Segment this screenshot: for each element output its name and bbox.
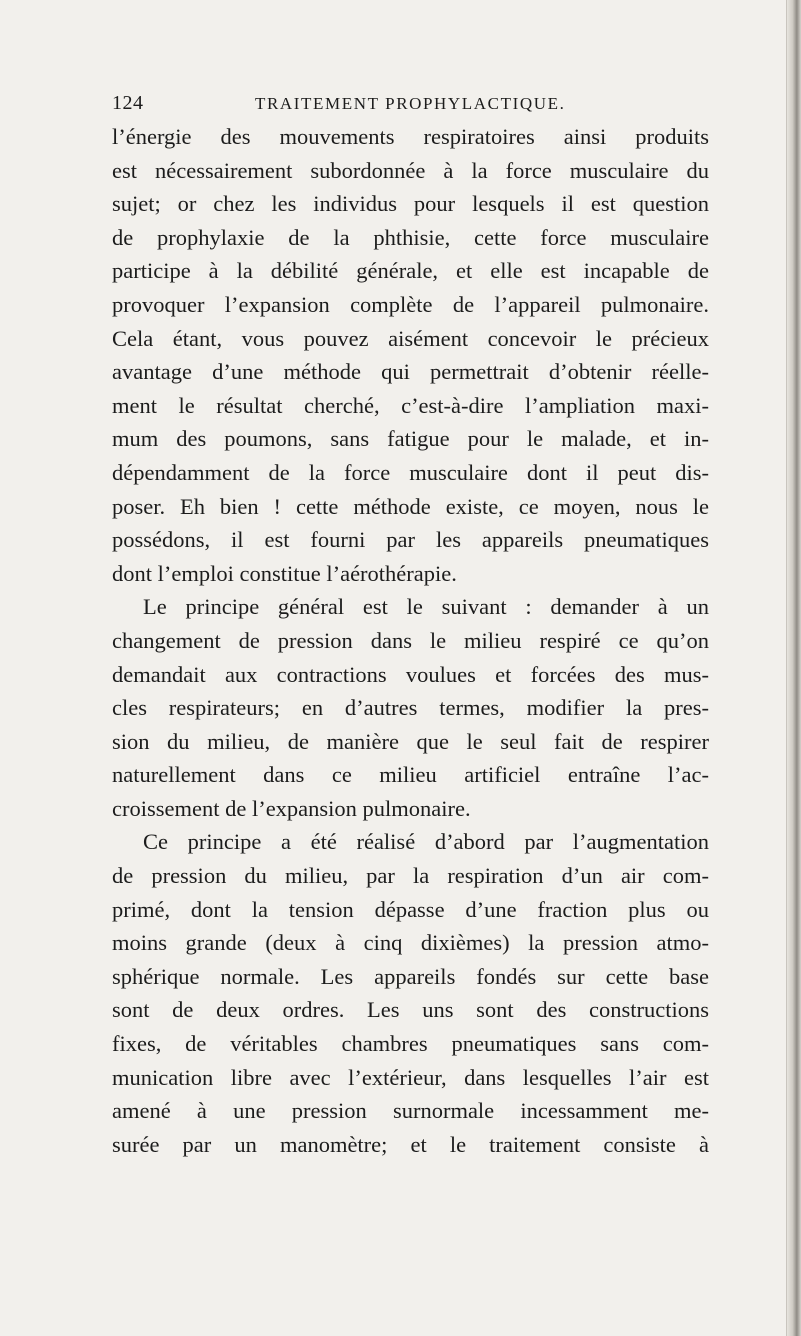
text-line: sont de deux ordres. Les uns sont des constructions (112, 997, 709, 1023)
text-line: croissement de l’expansion pulmonaire. (112, 795, 471, 821)
text-line: est nécessairement subordonnée à la force musculaire du (112, 157, 709, 183)
text-line: poser. Eh bien ! cette méthode existe, ce moyen, nous le (112, 493, 709, 519)
text-line: provoquer l’expansion complète de l’appareil pulmonaire. (112, 291, 709, 317)
text-line: demandait aux contractions voulues et forcées des mus- (112, 661, 709, 687)
text-line: sujet; or chez les individus pour lesquels il est question (112, 191, 709, 217)
text-line: munication libre avec l’extérieur, dans lesquelles l’air est (112, 1064, 709, 1090)
text-line: dépendamment de la force musculaire dont il peut dis- (112, 459, 709, 485)
text-line: sphérique normale. Les appareils fondés sur cette base (112, 963, 709, 989)
paragraph-1 (112, 120, 709, 590)
text-line: dont l’emploi constitue l’aérothérapie. (112, 560, 457, 586)
text-line: Le principe général est le suivant : demander à un (143, 594, 709, 620)
text-line: surée par un manomètre; et le traitement consiste à (112, 1131, 709, 1157)
text-line: cles respirateurs; en d’autres termes, modifier la pres- (112, 695, 709, 721)
text-line: ment le résultat cherché, c’est-à-dire l’ampliation maxi- (112, 392, 709, 418)
text-line: Ce principe a été réalisé d’abord par l’augmentation (143, 829, 709, 855)
text-line: primé, dont la tension dépasse d’une fraction plus ou (112, 896, 709, 922)
running-title: TRAITEMENT PROPHYLACTIQUE. (255, 94, 566, 113)
text-line: moins grande (deux à cinq dixièmes) la pression atmo- (112, 930, 709, 956)
text-line: amené à une pression surnormale incessamment me- (112, 1098, 709, 1124)
text-line: avantage d’une méthode qui permettrait d’obtenir réelle- (112, 359, 709, 385)
text-line: de pression du milieu, par la respiration d’un air com- (112, 863, 709, 889)
text-line: de prophylaxie de la phthisie, cette force musculaire (112, 224, 709, 250)
text-line: naturellement dans ce milieu artificiel entraîne l’ac- (112, 762, 709, 788)
text-line: Cela étant, vous pouvez aisément concevoir le précieux (112, 325, 709, 351)
page-number: 124 (112, 92, 144, 114)
text-line: fixes, de véritables chambres pneumatiques sans com- (112, 1031, 709, 1057)
text-line: mum des poumons, sans fatigue pour le malade, et in- (112, 426, 709, 452)
text-line: sion du milieu, de manière que le seul fait de respirer (112, 728, 709, 754)
paragraph-3 (112, 825, 709, 1161)
page-edge (787, 0, 801, 1336)
paragraph-2 (112, 590, 709, 825)
running-head (112, 92, 692, 122)
text-line: changement de pression dans le milieu respiré ce qu’on (112, 627, 709, 653)
text-line: l’énergie des mouvements respiratoires ainsi produits (112, 124, 709, 149)
text-line: possédons, il est fourni par les appareils pneumatiques (112, 527, 709, 553)
text-line: participe à la débilité générale, et elle est incapable de (112, 258, 709, 284)
body-text (112, 120, 709, 1161)
